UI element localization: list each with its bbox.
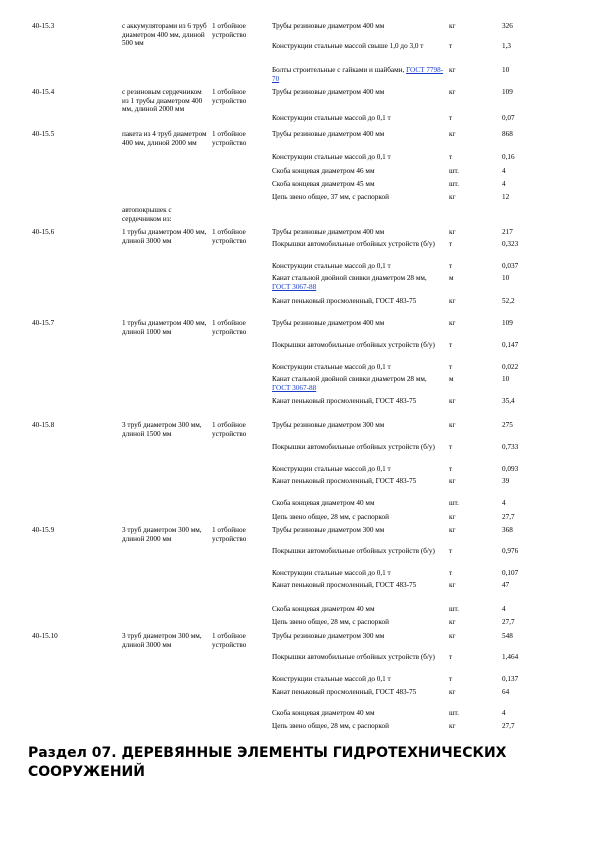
row-measure-unit-text: т [449,465,453,473]
row-quantity [502,547,542,556]
row-material [272,167,444,176]
row-measure-unit-text: кг [449,193,456,201]
row-measure-unit [449,421,499,430]
row-quantity [502,421,542,430]
row-quantity [502,632,542,641]
row-description [122,421,210,438]
row-quantity-text: 4 [502,499,506,507]
row-material-text: Канат пеньковый просмоленный, ГОСТ 483-75 [272,581,417,589]
row-material-text: Трубы резиновые диаметром 400 мм [272,228,385,236]
row-quantity [502,569,542,578]
row-measure-unit [449,363,499,372]
row-quantity [502,605,542,614]
row-unit-text: 1 отбойное устройство [212,319,247,336]
section-heading: Раздел 07. ДЕРЕВЯННЫЕ ЭЛЕМЕНТЫ ГИДРОТЕХНИЧЕСКИХ СООРУЖЕНИЙ [28,745,507,780]
row-quantity-text: 326 [502,22,513,30]
row-measure-unit-text: т [449,262,453,270]
row-measure-unit-text: кг [449,319,456,327]
row-material [272,193,444,202]
row-quantity [502,341,542,350]
row-unit-text: 1 отбойное устройство [212,632,247,649]
row-quantity [502,130,542,139]
row-material [272,653,444,662]
row-measure-unit-text: кг [449,297,456,305]
row-quantity-text: 868 [502,130,513,138]
row-material-text: Конструкции стальные массой до 0,1 т [272,153,391,161]
row-material-text: Трубы резиновые диаметром 300 мм [272,632,385,640]
row-description-text: автопокрышек с сердечником из: [122,206,172,223]
row-description [122,526,210,543]
row-quantity [502,66,542,75]
row-measure-unit [449,319,499,328]
row-unit-text: 1 отбойное устройство [212,22,247,39]
row-measure-unit-text: т [449,240,453,248]
row-quantity-text: 12 [502,193,510,201]
row-measure-unit-text: кг [449,397,456,405]
row-material [272,688,444,697]
row-material [272,632,444,641]
row-quantity-text: 0,093 [502,465,519,473]
row-quantity [502,167,542,176]
row-code [32,228,112,237]
row-description-text: 3 труб диаметром 300 мм, длиной 1500 мм [122,421,202,438]
row-code [32,421,112,430]
row-measure-unit-text: кг [449,688,456,696]
row-material-text: Трубы резиновые диаметром 300 мм [272,526,385,534]
row-measure-unit [449,274,499,283]
row-material-text: Болты строительные с гайками и шайбами, [272,66,405,74]
row-quantity-text: 4 [502,167,506,175]
row-description-text: с аккумуляторами из 6 труб диаметром 400 мм, длиной 500 мм [122,22,207,48]
gost-link[interactable]: ГОСТ 3067-88 [272,282,317,291]
row-measure-unit [449,22,499,31]
row-material [272,499,444,508]
row-material-text: Покрышки автомобильные отбойных устройств (б/у) [272,240,435,248]
row-measure-unit-text: т [449,114,453,122]
row-code [32,88,112,97]
row-material [272,465,444,474]
row-quantity [502,675,542,684]
row-measure-unit-text: кг [449,88,456,96]
row-quantity [502,709,542,718]
row-material [272,675,444,684]
row-measure-unit [449,722,499,731]
row-code-text: 40-15.5 [32,130,55,138]
row-material [272,709,444,718]
row-quantity [502,513,542,522]
row-quantity [502,297,542,306]
row-material-text: Канат пеньковый просмоленный, ГОСТ 483-75 [272,688,417,696]
row-quantity-text: 1,464 [502,653,519,661]
row-measure-unit [449,443,499,452]
row-quantity [502,363,542,372]
row-description [122,22,210,48]
row-measure-unit [449,499,499,508]
row-unit [212,526,268,543]
row-description-text: 1 трубы диаметром 400 мм, длиной 1000 мм [122,319,207,336]
row-unit [212,22,268,39]
row-unit [212,421,268,438]
row-description [122,319,210,336]
row-measure-unit-text: шт. [449,167,459,175]
row-quantity-text: 0,137 [502,675,519,683]
row-code [32,632,112,641]
row-measure-unit-text: т [449,653,453,661]
row-quantity-text: 0,976 [502,547,519,555]
row-quantity [502,114,542,123]
row-material-text: Цепь звено общее, 28 мм, с распоркой [272,513,389,521]
row-measure-unit [449,193,499,202]
row-material-text: Покрышки автомобильные отбойных устройств (б/у) [272,653,435,661]
row-material [272,581,444,590]
row-measure-unit [449,653,499,662]
row-quantity [502,653,542,662]
row-measure-unit [449,632,499,641]
gost-link[interactable]: ГОСТ 7798-70 [272,66,444,83]
row-measure-unit [449,167,499,176]
row-measure-unit-text: кг [449,618,456,626]
row-quantity-text: 1,3 [502,42,511,50]
row-material-text: Цепь звено общее, 28 мм, с распоркой [272,722,389,730]
row-material-text: Покрышки автомобильные отбойных устройств (б/у) [272,443,435,451]
row-material [272,180,444,189]
row-quantity [502,397,542,406]
row-material-text: Скоба концевая диаметром 40 мм [272,499,375,507]
row-measure-unit-text: т [449,153,453,161]
row-measure-unit [449,228,499,237]
row-measure-unit [449,605,499,614]
row-code [32,130,112,139]
row-material-text: Канат пеньковый просмоленный, ГОСТ 483-75 [272,397,417,405]
row-code-text: 40-15.6 [32,228,55,236]
row-material-text: Трубы резиновые диаметром 400 мм [272,319,385,327]
row-material-text: Скоба концевая диаметром 45 мм [272,180,375,188]
row-material-text: Конструкции стальные массой до 0,1 т [272,262,391,270]
row-code-text: 40-15.10 [32,632,58,640]
row-material [272,477,444,486]
row-measure-unit-text: кг [449,526,456,534]
row-measure-unit [449,547,499,556]
row-description-text: 1 трубы диаметром 400 мм, длиной 3000 мм [122,228,207,245]
row-unit [212,228,268,245]
row-material [272,130,444,139]
row-quantity-text: 47 [502,581,510,589]
row-material [272,443,444,452]
row-code [32,319,112,328]
row-material [272,88,444,97]
row-material [272,114,444,123]
row-measure-unit-text: кг [449,130,456,138]
row-measure-unit [449,581,499,590]
row-material [272,228,444,237]
row-quantity [502,581,542,590]
row-quantity [502,722,542,731]
row-material [272,526,444,535]
row-unit [212,130,268,147]
row-material-text: Конструкции стальные массой до 0,1 т [272,675,391,683]
row-material [272,319,444,328]
row-description-text: пакета из 4 труб диаметром 400 мм, длиной 2000 мм [122,130,207,147]
row-unit-text: 1 отбойное устройство [212,421,247,438]
row-measure-unit [449,477,499,486]
row-description-text: с резиновым сердечником из 1 трубы диаметром 400 мм, длиной 2000 мм [122,88,203,114]
row-measure-unit [449,42,499,51]
row-measure-unit-text: кг [449,477,456,485]
row-material-text: Покрышки автомобильные отбойных устройств (б/у) [272,547,435,555]
row-material [272,262,444,271]
row-measure-unit [449,114,499,123]
row-quantity [502,180,542,189]
row-description [122,88,210,114]
row-measure-unit [449,240,499,249]
row-quantity-text: 0,07 [502,114,515,122]
row-quantity-text: 109 [502,319,513,327]
row-quantity-text: 0,16 [502,153,515,161]
row-material [272,297,444,306]
row-measure-unit-text: шт. [449,709,459,717]
row-quantity-text: 0,733 [502,443,519,451]
row-measure-unit [449,297,499,306]
row-quantity-text: 64 [502,688,510,696]
row-quantity-text: 10 [502,274,510,282]
row-material-text: Цепь звено общее, 28 мм, с распоркой [272,618,389,626]
row-code [32,526,112,535]
row-material-text: Канат стальной двойной свивки диаметром 28 мм, [272,375,427,383]
row-material [272,42,444,51]
row-quantity-text: 0,107 [502,569,519,577]
row-quantity-text: 548 [502,632,513,640]
row-measure-unit-text: кг [449,22,456,30]
row-material-text: Цепь звено общее, 37 мм, с распоркой [272,193,389,201]
row-measure-unit [449,465,499,474]
row-material [272,66,444,83]
row-material [272,274,444,291]
row-quantity-text: 4 [502,180,506,188]
row-material-text: Трубы резиновые диаметром 400 мм [272,22,385,30]
row-quantity [502,240,542,249]
row-unit-text: 1 отбойное устройство [212,88,247,105]
row-measure-unit-text: м [449,375,454,383]
row-material [272,240,444,249]
row-measure-unit-text: кг [449,722,456,730]
row-quantity [502,618,542,627]
row-unit [212,319,268,336]
row-code-text: 40-15.8 [32,421,55,429]
row-measure-unit [449,88,499,97]
row-measure-unit [449,66,499,75]
row-quantity [502,477,542,486]
row-quantity [502,88,542,97]
row-quantity-text: 10 [502,66,510,74]
row-quantity [502,375,542,384]
row-quantity-text: 52,2 [502,297,515,305]
row-code-text: 40-15.4 [32,88,55,96]
row-quantity [502,319,542,328]
row-measure-unit [449,180,499,189]
row-quantity [502,42,542,51]
row-measure-unit [449,569,499,578]
row-quantity [502,688,542,697]
row-measure-unit [449,341,499,350]
row-material-text: Покрышки автомобильные отбойных устройств (б/у) [272,341,435,349]
row-quantity-text: 4 [502,605,506,613]
row-material [272,397,444,406]
row-material-text: Конструкции стальные массой до 0,1 т [272,363,391,371]
row-description [122,632,210,649]
row-material [272,375,444,392]
row-measure-unit [449,513,499,522]
row-code-text: 40-15.9 [32,526,55,534]
row-material-text: Трубы резиновые диаметром 400 мм [272,130,385,138]
row-description [122,206,210,223]
row-material [272,569,444,578]
row-measure-unit-text: шт. [449,180,459,188]
row-measure-unit-text: т [449,341,453,349]
row-description-text: 3 труб диаметром 300 мм, длиной 3000 мм [122,632,202,649]
row-measure-unit-text: кг [449,228,456,236]
row-unit-text: 1 отбойное устройство [212,130,247,147]
row-material [272,605,444,614]
row-measure-unit-text: кг [449,581,456,589]
row-material [272,421,444,430]
row-material-text: Скоба концевая диаметром 46 мм [272,167,375,175]
row-material-text: Канат пеньковый просмоленный, ГОСТ 483-75 [272,477,417,485]
row-quantity [502,526,542,535]
row-unit [212,632,268,649]
row-measure-unit [449,375,499,384]
row-measure-unit-text: м [449,274,454,282]
row-quantity [502,22,542,31]
row-measure-unit [449,397,499,406]
row-material [272,722,444,731]
row-material-text: Конструкции стальные массой до 0,1 т [272,114,391,122]
gost-link[interactable]: ГОСТ 3067-88 [272,383,317,392]
row-quantity [502,274,542,283]
row-quantity-text: 27,7 [502,513,515,521]
row-material [272,22,444,31]
row-quantity-text: 27,7 [502,722,515,730]
row-material-text: Трубы резиновые диаметром 300 мм [272,421,385,429]
row-measure-unit [449,526,499,535]
row-quantity-text: 39 [502,477,510,485]
row-measure-unit-text: т [449,675,453,683]
row-quantity-text: 368 [502,526,513,534]
row-quantity-text: 0,147 [502,341,519,349]
row-measure-unit-text: шт. [449,605,459,613]
row-material-text: Скоба концевая диаметром 40 мм [272,605,375,613]
row-quantity [502,465,542,474]
row-measure-unit-text: кг [449,632,456,640]
row-unit-text: 1 отбойное устройство [212,228,247,245]
row-quantity [502,262,542,271]
row-measure-unit [449,675,499,684]
row-material-text: Конструкции стальные массой свыше 1,0 до 3,0 т [272,42,424,50]
row-material-text: Канат пеньковый просмоленный, ГОСТ 483-75 [272,297,417,305]
row-measure-unit [449,262,499,271]
row-material-text: Канат стальной двойной свивки диаметром 28 мм, [272,274,427,282]
row-quantity-text: 0,022 [502,363,519,371]
row-description [122,228,210,245]
row-measure-unit-text: кг [449,421,456,429]
row-quantity-text: 4 [502,709,506,717]
row-quantity [502,443,542,452]
row-measure-unit [449,688,499,697]
row-measure-unit-text: т [449,42,453,50]
row-code [32,22,112,31]
row-quantity-text: 109 [502,88,513,96]
row-material [272,547,444,556]
row-material-text: Скоба концевая диаметром 40 мм [272,709,375,717]
row-material-text: Конструкции стальные массой до 0,1 т [272,465,391,473]
row-quantity-text: 0,323 [502,240,519,248]
row-measure-unit-text: т [449,363,453,371]
row-material-text: Трубы резиновые диаметром 400 мм [272,88,385,96]
row-unit [212,88,268,105]
row-material [272,618,444,627]
row-measure-unit-text: шт. [449,499,459,507]
row-material [272,153,444,162]
row-unit-text: 1 отбойное устройство [212,526,247,543]
row-measure-unit-text: т [449,547,453,555]
row-quantity [502,499,542,508]
row-material [272,341,444,350]
row-measure-unit [449,130,499,139]
row-material [272,513,444,522]
row-measure-unit [449,709,499,718]
row-quantity-text: 27,7 [502,618,515,626]
row-measure-unit-text: кг [449,513,456,521]
row-quantity-text: 35,4 [502,397,515,405]
row-quantity [502,193,542,202]
row-quantity-text: 217 [502,228,513,236]
row-code-text: 40-15.3 [32,22,55,30]
row-material-text: Конструкции стальные массой до 0,1 т [272,569,391,577]
row-description-text: 3 труб диаметром 300 мм, длиной 2000 мм [122,526,202,543]
row-measure-unit [449,153,499,162]
row-measure-unit-text: т [449,443,453,451]
row-measure-unit [449,618,499,627]
row-description [122,130,210,147]
row-quantity-text: 10 [502,375,510,383]
row-measure-unit-text: т [449,569,453,577]
row-measure-unit-text: кг [449,66,456,74]
row-code-text: 40-15.7 [32,319,55,327]
row-quantity [502,228,542,237]
row-quantity [502,153,542,162]
row-quantity-text: 0,037 [502,262,519,270]
row-quantity-text: 275 [502,421,513,429]
row-material [272,363,444,372]
